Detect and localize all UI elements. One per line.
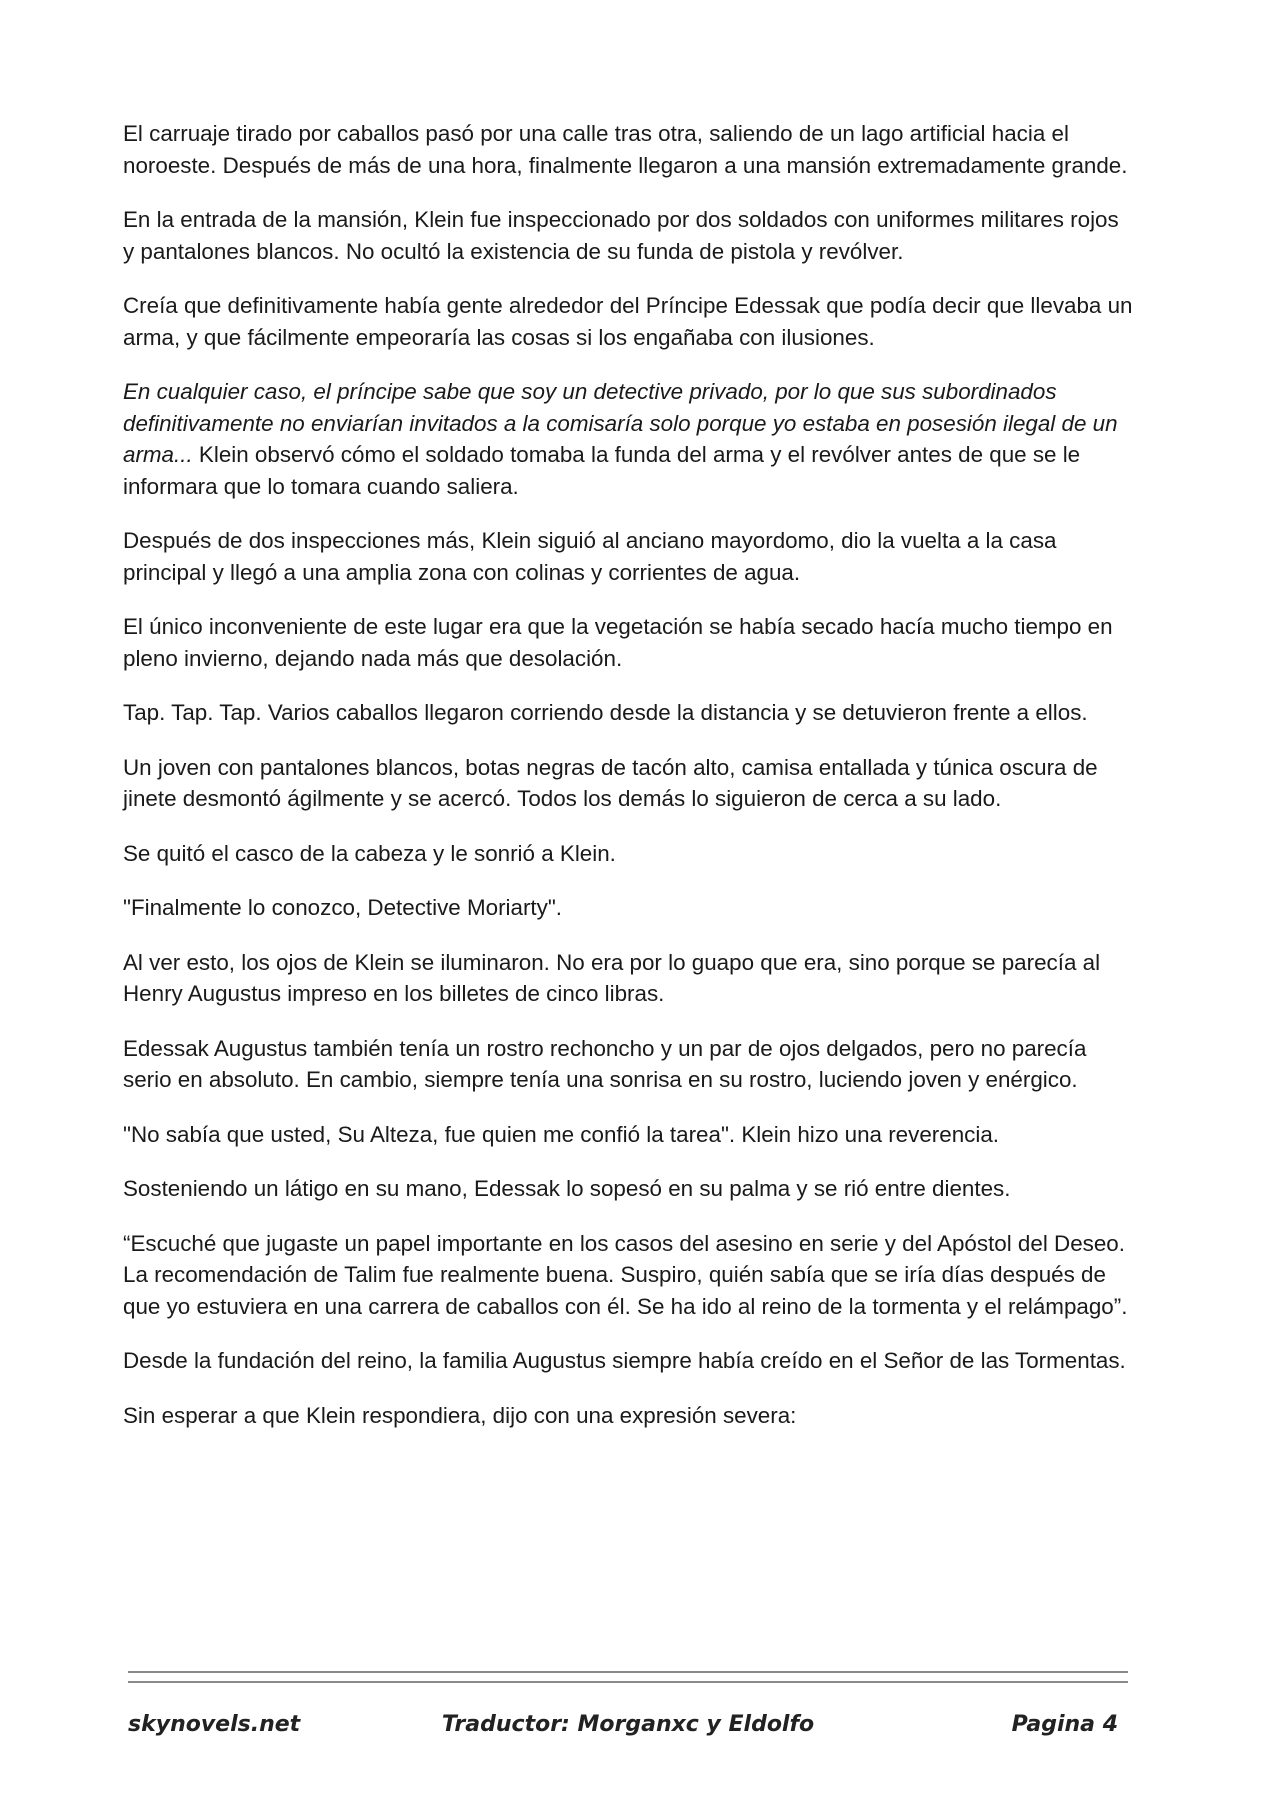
italic-thought: En cualquier caso, el príncipe sabe que soy un detective privado, por lo que sus subordinados definitivamente no enviarían invitados a la comisaría solo porque yo estaba en posesión ilegal de un arma...: [123, 379, 1118, 467]
paragraph: Creía que definitivamente había gente alrededor del Príncipe Edessak que podía decir que llevaba un arma, y que fácilmente empeoraría las cosas si los engañaba con ilusiones.: [123, 293, 1133, 350]
page-footer: [128, 1712, 1128, 1752]
paragraph: Se quitó el casco de la cabeza y le sonrió a Klein.: [123, 840, 616, 866]
footer-site: skynovels.net: [128, 1712, 301, 1737]
paragraph: Un joven con pantalones blancos, botas negras de tacón alto, camisa entallada y túnica oscura de jinete desmontó ágilmente y se acercó. Todos los demás lo siguieron de cerca a su lado.: [123, 754, 1098, 811]
paragraph: Sosteniendo un látigo en su mano, Edessak lo sopesó en su palma y se rió entre dientes.: [123, 1176, 1011, 1201]
document-body: [123, 118, 1133, 1454]
paragraph: Sin esperar a que Klein respondiera, dijo con una expresión severa:: [123, 1402, 797, 1428]
paragraph: "Finalmente lo conozco, Detective Moriarty".: [123, 895, 563, 920]
paragraph: "No sabía que usted, Su Alteza, fue quien me confió la tarea". Klein hizo una reverencia.: [123, 1121, 999, 1147]
paragraph: Desde la fundación del reino, la familia Augustus siempre había creído en el Señor de las Tormentas.: [123, 1348, 1126, 1373]
paragraph: Al ver esto, los ojos de Klein se iluminaron. No era por lo guapo que era, sino porque se parecía al Henry Augustus impreso en los billetes de cinco libras.: [123, 949, 1101, 1006]
paragraph: Después de dos inspecciones más, Klein siguió al anciano mayordomo, dio la vuelta a la casa principal y llegó a una amplia zona con colinas y corrientes de agua.: [123, 528, 1057, 585]
paragraph: Edessak Augustus también tenía un rostro rechoncho y un par de ojos delgados, pero no parecía serio en absoluto. En cambio, siempre tenía una sonrisa en su rostro, luciendo joven y enérgico.: [123, 1035, 1087, 1092]
paragraph-text: Klein observó cómo el soldado tomaba la funda del arma y el revólver antes de que se le informara que lo tomara cuando saliera.: [123, 442, 1081, 499]
footer-divider-top: [128, 1671, 1128, 1673]
paragraph: En la entrada de la mansión, Klein fue inspeccionado por dos soldados con uniformes militares rojos y pantalones blancos. No ocultó la existencia de su funda de pistola y revólver.: [123, 207, 1119, 264]
paragraph: El carruaje tirado por caballos pasó por una calle tras otra, saliendo de un lago artificial hacia el noroeste. Después de más de una hora, finalmente llegaron a una mansión extremadamente grande.: [123, 121, 1128, 178]
footer-divider-bottom: [128, 1681, 1128, 1683]
paragraph: “Escuché que jugaste un papel importante en los casos del asesino en serie y del Apóstol del Deseo. La recomendación de Talim fue realmente buena. Suspiro, quién sabía que se iría días después de que yo estuviera en una carrera de caballos con él. Se ha ido al reino de la tormenta y el relámpago”.: [123, 1230, 1128, 1319]
paragraph: [123, 376, 1133, 502]
paragraph: El único inconveniente de este lugar era que la vegetación se había secado hacía mucho tiempo en pleno invierno, dejando nada más que desolación.: [123, 614, 1113, 671]
footer-translator: Traductor: Morganxc y Eldolfo: [441, 1712, 815, 1737]
footer-page-number: Pagina 4: [1011, 1712, 1118, 1737]
paragraph: Tap. Tap. Tap. Varios caballos llegaron corriendo desde la distancia y se detuvieron frente a ellos.: [123, 700, 1088, 725]
